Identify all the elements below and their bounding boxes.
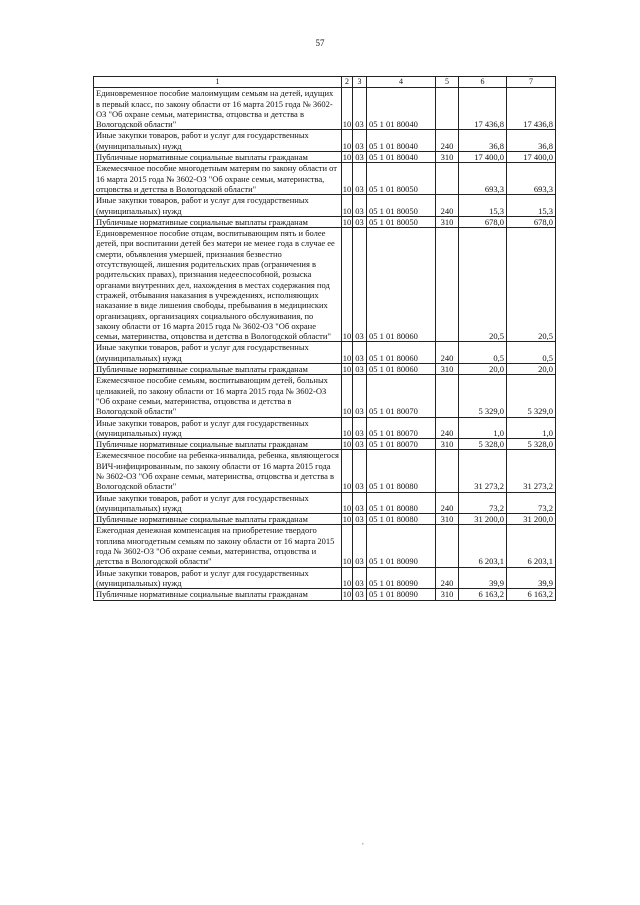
amount-col7: 0,5	[507, 342, 556, 364]
row-description: Публичные нормативные социальные выплаты гражданам	[94, 514, 342, 525]
expense-type-code	[436, 228, 459, 342]
budget-table	[93, 76, 556, 601]
expense-type-code: 310	[436, 364, 459, 375]
table-row	[94, 589, 556, 600]
table-row	[94, 514, 556, 525]
expense-type-code: 240	[436, 492, 459, 514]
section-code: 10	[342, 163, 353, 195]
amount-col7: 5 329,0	[507, 375, 556, 417]
section-code: 10	[342, 439, 352, 450]
expense-type-code	[436, 88, 459, 130]
budget-table-container	[93, 76, 556, 601]
target-article-code: 05 1 01 80090	[367, 567, 436, 589]
scan-mark: ,	[362, 838, 364, 846]
subsection-code: 03	[353, 375, 367, 417]
row-description: Публичные нормативные социальные выплаты гражданам	[94, 589, 342, 600]
expense-type-code: 310	[436, 589, 459, 600]
target-article-code: 05 1 01 80070	[367, 375, 436, 417]
section-code: 10	[342, 567, 353, 589]
subsection-code: 03	[353, 492, 367, 514]
table-row	[94, 152, 556, 163]
amount-col6: 0,5	[459, 342, 507, 364]
amount-col6: 693,3	[459, 163, 507, 195]
section-code: 10	[342, 525, 353, 567]
section-code: 10	[342, 514, 352, 525]
target-article-code: 05 1 01 80040	[367, 88, 436, 130]
column-header: 4	[367, 77, 436, 88]
expense-type-code	[436, 375, 459, 417]
amount-col7: 678,0	[507, 216, 556, 227]
target-article-code: 05 1 01 80050	[367, 216, 436, 227]
row-description: Единовременное пособие малоимущим семьям на детей, идущих в первый класс, по закону области от 16 марта 2015 года № 3602-ОЗ "Об охране семьи, материнства, отцовства и детства в Вологодской области"	[94, 88, 342, 130]
section-code: 10	[342, 152, 352, 163]
expense-type-code: 310	[436, 514, 459, 525]
amount-col6: 20,0	[459, 364, 507, 375]
expense-type-code: 310	[436, 152, 459, 163]
subsection-code: 03	[353, 439, 367, 450]
table-row	[94, 567, 556, 589]
row-description: Единовременное пособие отцам, воспитывающим пять и более детей, при воспитании детей без матери не менее года в случае ее смерти, объявления умершей, признания безвестно отсутствующей, лишения родительских прав (ограничения в родительских правах), признания недееспособной, розыска органами внутренних дел, нахождения в местах содержания под стражей, отбывания наказания в учреждениях, исполняющих наказание в виде лишения свободы, пребывания в медицинских организациях, организациях социального обслуживания, по закону области от 16 марта 2015 года № 3602-ОЗ "Об охране семьи, материнства, отцовства и детства в Вологодской области"	[94, 228, 342, 342]
row-description: Иные закупки товаров, работ и услуг для государственных (муниципальных) нужд	[94, 567, 342, 589]
amount-col7: 5 328,0	[507, 439, 556, 450]
amount-col7: 20,0	[507, 364, 556, 375]
expense-type-code: 240	[436, 417, 459, 439]
target-article-code: 05 1 01 80070	[367, 417, 436, 439]
target-article-code: 05 1 01 80080	[367, 450, 436, 492]
expense-type-code: 240	[436, 567, 459, 589]
table-row	[94, 130, 556, 152]
table-row	[94, 417, 556, 439]
subsection-code: 03	[353, 130, 367, 152]
section-code: 10	[342, 228, 353, 342]
table-row	[94, 439, 556, 450]
table-row	[94, 342, 556, 364]
section-code: 10	[342, 130, 353, 152]
amount-col6: 678,0	[459, 216, 507, 227]
amount-col6: 31 273,2	[459, 450, 507, 492]
row-description: Публичные нормативные социальные выплаты гражданам	[94, 364, 342, 375]
table-row	[94, 195, 556, 217]
target-article-code: 05 1 01 80090	[367, 525, 436, 567]
amount-col7: 20,5	[507, 228, 556, 342]
target-article-code: 05 1 01 80080	[367, 492, 436, 514]
target-article-code: 05 1 01 80060	[367, 342, 436, 364]
target-article-code: 05 1 01 80050	[367, 195, 436, 217]
section-code: 10	[342, 88, 353, 130]
row-description: Иные закупки товаров, работ и услуг для государственных (муниципальных) нужд	[94, 130, 342, 152]
amount-col6: 39,9	[459, 567, 507, 589]
amount-col6: 36,8	[459, 130, 507, 152]
amount-col6: 31 200,0	[459, 514, 507, 525]
expense-type-code: 240	[436, 195, 459, 217]
subsection-code: 03	[353, 589, 367, 600]
section-code: 10	[342, 492, 353, 514]
row-description: Иные закупки товаров, работ и услуг для государственных (муниципальных) нужд	[94, 417, 342, 439]
subsection-code: 03	[353, 88, 367, 130]
row-description: Иные закупки товаров, работ и услуг для государственных (муниципальных) нужд	[94, 492, 342, 514]
subsection-code: 03	[353, 163, 367, 195]
target-article-code: 05 1 01 80040	[367, 130, 436, 152]
amount-col7: 693,3	[507, 163, 556, 195]
row-description: Публичные нормативные социальные выплаты гражданам	[94, 439, 342, 450]
column-header: 2	[342, 77, 353, 88]
target-article-code: 05 1 01 80060	[367, 364, 436, 375]
row-description: Ежемесячное пособие семьям, воспитывающим детей, больных целиакией, по закону области от 16 марта 2015 года № 3602-ОЗ "Об охране семьи, материнства, отцовства и детства в Вологодской области"	[94, 375, 342, 417]
section-code: 10	[342, 417, 353, 439]
target-article-code: 05 1 01 80040	[367, 152, 436, 163]
table-row	[94, 375, 556, 417]
column-header: 6	[459, 77, 507, 88]
subsection-code: 03	[353, 364, 367, 375]
subsection-code: 03	[353, 450, 367, 492]
expense-type-code: 310	[436, 439, 459, 450]
row-description: Ежегодная денежная компенсация на приобретение твердого топлива многодетным семьям по закону области от 16 марта 2015 года № 3602-ОЗ "Об охране семьи, материнства, отцовства и детства в Вологодской области"	[94, 525, 342, 567]
amount-col6: 17 436,8	[459, 88, 507, 130]
table-row	[94, 525, 556, 567]
amount-col7: 1,0	[507, 417, 556, 439]
target-article-code: 05 1 01 80080	[367, 514, 436, 525]
expense-type-code: 240	[436, 342, 459, 364]
row-description: Ежемесячное пособие многодетным матерям по закону области от 16 марта 2015 года № 3602-ОЗ "Об охране семьи, материнства, отцовства и детства в Вологодской области"	[94, 163, 342, 195]
section-code: 10	[342, 364, 352, 375]
section-code: 10	[342, 342, 353, 364]
amount-col7: 39,9	[507, 567, 556, 589]
amount-col7: 17 400,0	[507, 152, 556, 163]
table-row	[94, 216, 556, 227]
amount-col7: 31 200,0	[507, 514, 556, 525]
amount-col6: 6 163,2	[459, 589, 507, 600]
amount-col7: 6 203,1	[507, 525, 556, 567]
column-header: 3	[353, 77, 367, 88]
subsection-code: 03	[353, 525, 367, 567]
amount-col6: 20,5	[459, 228, 507, 342]
table-row	[94, 492, 556, 514]
subsection-code: 03	[353, 342, 367, 364]
target-article-code: 05 1 01 80060	[367, 228, 436, 342]
subsection-code: 03	[353, 417, 367, 439]
row-description: Публичные нормативные социальные выплаты гражданам	[94, 152, 342, 163]
expense-type-code: 240	[436, 130, 459, 152]
amount-col6: 5 328,0	[459, 439, 507, 450]
row-description: Иные закупки товаров, работ и услуг для государственных (муниципальных) нужд	[94, 195, 342, 217]
subsection-code: 03	[353, 228, 367, 342]
column-number-header-row	[94, 77, 556, 88]
table-row	[94, 450, 556, 492]
amount-col7: 73,2	[507, 492, 556, 514]
table-row	[94, 364, 556, 375]
amount-col6: 73,2	[459, 492, 507, 514]
amount-col7: 17 436,8	[507, 88, 556, 130]
column-header: 7	[507, 77, 556, 88]
amount-col6: 15,3	[459, 195, 507, 217]
target-article-code: 05 1 01 80090	[367, 589, 436, 600]
section-code: 10	[342, 450, 353, 492]
amount-col7: 31 273,2	[507, 450, 556, 492]
expense-type-code	[436, 163, 459, 195]
amount-col7: 15,3	[507, 195, 556, 217]
subsection-code: 03	[353, 567, 367, 589]
subsection-code: 03	[353, 152, 367, 163]
table-row	[94, 163, 556, 195]
target-article-code: 05 1 01 80050	[367, 163, 436, 195]
section-code: 10	[342, 375, 353, 417]
section-code: 10	[342, 195, 353, 217]
section-code: 10	[342, 589, 352, 600]
amount-col7: 36,8	[507, 130, 556, 152]
subsection-code: 03	[353, 216, 367, 227]
expense-type-code	[436, 450, 459, 492]
subsection-code: 03	[353, 514, 367, 525]
expense-type-code	[436, 525, 459, 567]
row-description: Публичные нормативные социальные выплаты гражданам	[94, 216, 342, 227]
amount-col7: 6 163,2	[507, 589, 556, 600]
row-description: Иные закупки товаров, работ и услуг для государственных (муниципальных) нужд	[94, 342, 342, 364]
target-article-code: 05 1 01 80070	[367, 439, 436, 450]
page-number: 57	[315, 38, 325, 48]
table-row	[94, 228, 556, 342]
table-row	[94, 88, 556, 130]
column-header: 5	[436, 77, 459, 88]
row-description: Ежемесячное пособие на ребенка-инвалида, ребенка, являющегося ВИЧ-инфицированным, по закону области от 16 марта 2015 года № 3602-ОЗ "Об охране семьи, материнства, отцовства и детства в Вологодской области"	[94, 450, 342, 492]
amount-col6: 5 329,0	[459, 375, 507, 417]
section-code: 10	[342, 216, 352, 227]
amount-col6: 6 203,1	[459, 525, 507, 567]
column-header: 1	[94, 77, 342, 88]
amount-col6: 17 400,0	[459, 152, 507, 163]
expense-type-code: 310	[436, 216, 459, 227]
amount-col6: 1,0	[459, 417, 507, 439]
subsection-code: 03	[353, 195, 367, 217]
